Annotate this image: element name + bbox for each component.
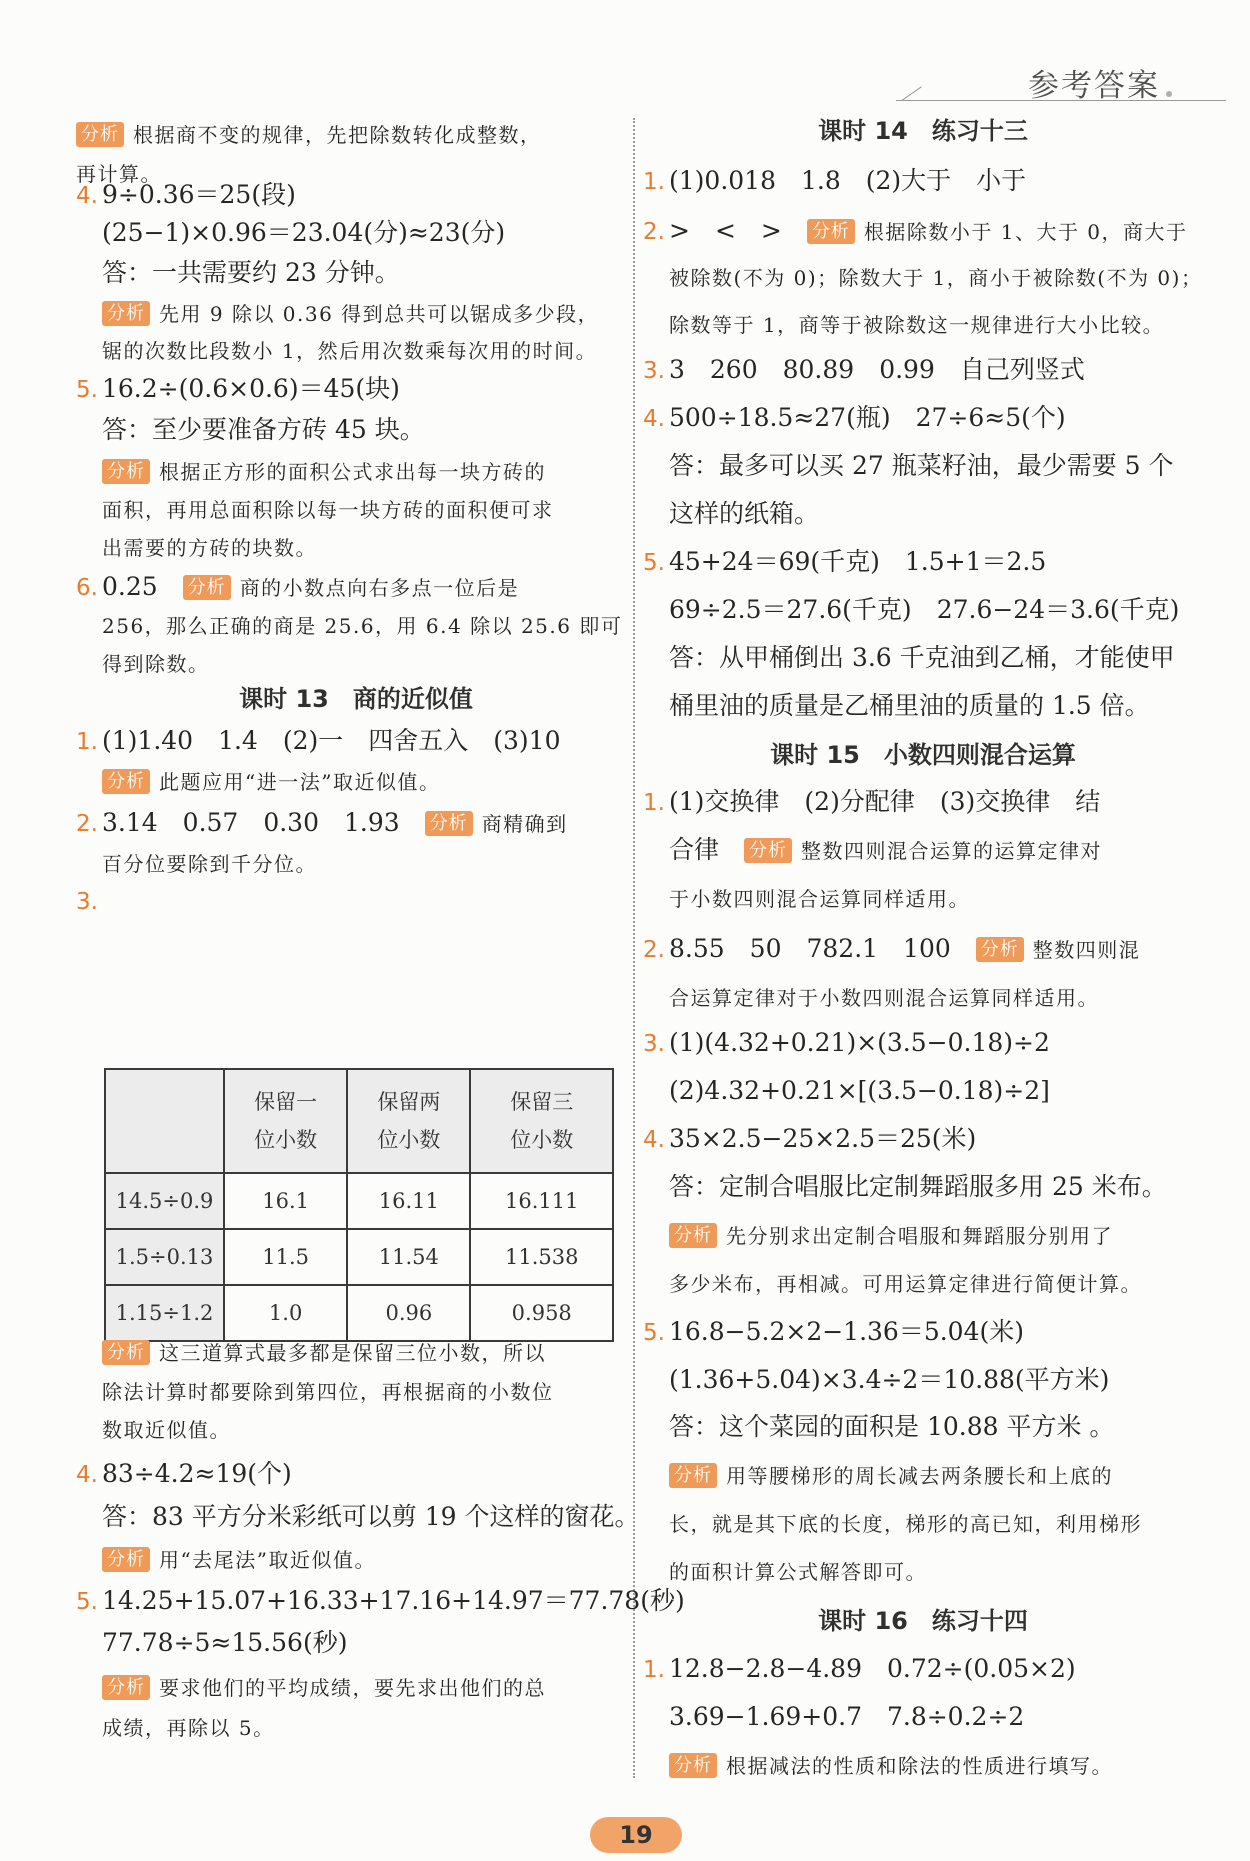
answer-line: 1. 12.8−2.8−4.89 0.72÷(0.05×2) [643,1652,1076,1687]
answer-line: 6. 0.25 分析 商的小数点向右多点一位后是 [76,570,519,605]
answer-line: 答：至少要准备方砖 45 块。 [102,415,425,444]
answer-line: 答：最多可以买 27 瓶菜籽油，最少需要 5 个 [669,451,1174,480]
analysis-tag: 分析 [102,1547,150,1572]
analysis-note: 分析 要求他们的平均成绩，要先求出他们的总 [102,1674,546,1702]
answer-line: 这样的纸箱。 [669,499,820,528]
text-line: 合运算定律对于小数四则混合运算同样适用。 [669,986,1099,1010]
answer-line: 答：从甲桶倒出 3.6 千克油到乙桶，才能使甲 [669,643,1175,672]
question-number: 5. [643,550,665,576]
answer-line: 5. 45+24＝69(千克) 1.5+1＝2.5 [643,545,1046,580]
analysis-note: 分析 先用 9 除以 0.36 得到总共可以锯成多少段， [102,300,599,328]
answer-line: (1.36+5.04)×3.4÷2＝10.88(平方米) [669,1365,1110,1394]
text-line: 成绩，再除以 5。 [102,1716,275,1740]
text-line: 数取近似值。 [102,1418,231,1442]
header-rule [896,100,1226,101]
header-rule-slant [901,86,921,101]
question-number: 1. [643,1657,665,1683]
analysis-tag: 分析 [183,575,231,600]
lesson-title: 课时 16 练习十四 [818,1607,1028,1635]
lesson-title: 课时 14 练习十三 [818,117,1028,145]
answer-line: 2. > < > 分析 根据除数小于 1、大于 0，商大于 [643,214,1188,249]
analysis-note: 分析 根据正方形的面积公式求出每一块方砖的 [102,458,546,486]
answer-line: 2. 8.55 50 782.1 100 分析 整数四则混 [643,932,1140,967]
page-number: 19 [590,1817,682,1853]
answer-line: (2)4.32+0.21×[(3.5−0.18)÷2] [669,1076,1050,1105]
question-number: 3. [76,889,98,915]
answer-line: 合律 分析 整数四则混合运算的运算定律对 [669,835,1103,864]
header-title: 参考答案 [1028,68,1160,104]
answer-line: 3. 3 260 80.89 0.99 自己列竖式 [643,353,1085,388]
text-line: 得到除数。 [102,652,210,676]
question-number: 4. [76,183,98,209]
analysis-tag: 分析 [669,1753,717,1778]
text-line: 锯的次数比段数小 1，然后用次数乘每次用的时间。 [102,339,598,363]
table-cell: 11.538 [470,1229,613,1285]
text-line: 被除数(不为 0)；除数大于 1，商小于被除数(不为 0)； [669,266,1203,290]
table-header-cell: 保留两 位小数 [347,1069,470,1173]
analysis-tag: 分析 [102,301,150,326]
text-line: 多少米布，再相减。可用运算定律进行简便计算。 [669,1272,1142,1296]
answer-line: 3. (1)(4.32+0.21)×(3.5−0.18)÷2 [643,1026,1050,1061]
question-number: 5. [643,1320,665,1346]
answer-line: 4. 83÷4.2≈19(个) [76,1457,292,1492]
analysis-note: 分析 用“去尾法”取近似值。 [102,1546,376,1574]
analysis-note: 分析 根据商不变的规律，先把除数转化成整数， [76,121,542,149]
question-number: 4. [643,406,665,432]
answer-line: (25−1)×0.96＝23.04(分)≈23(分) [102,218,506,247]
table-row [105,1285,613,1341]
analysis-tag: 分析 [807,219,855,244]
approximation-table [104,1068,614,1342]
analysis-tag: 分析 [669,1223,717,1248]
table-row-header: 1.5÷0.13 [105,1229,224,1285]
analysis-note: 分析 此题应用“进一法”取近似值。 [102,768,440,796]
table-cell: 11.54 [347,1229,470,1285]
answer-line: 4. 35×2.5−25×2.5＝25(米) [643,1122,976,1157]
analysis-tag: 分析 [102,1340,150,1365]
analysis-note: 分析 用等腰梯形的周长减去两条腰长和上底的 [669,1462,1113,1490]
table-cell: 1.0 [224,1285,347,1341]
text-line: 百分位要除到千分位。 [102,852,317,876]
analysis-note: 分析 这三道算式最多都是保留三位小数，所以 [102,1339,546,1367]
answer-line: 答：这个菜园的面积是 10.88 平方米 。 [669,1412,1115,1441]
question-number: 1. [76,729,98,755]
analysis-tag: 分析 [976,937,1024,962]
table-row-header: 14.5÷0.9 [105,1173,224,1229]
table-header-row [105,1069,613,1173]
table-cell: 0.958 [470,1285,613,1341]
question-number: 2. [76,811,98,837]
answer-line: 4. 500÷18.5≈27(瓶) 27÷6≈5(个) [643,401,1066,436]
analysis-tag: 分析 [669,1463,717,1488]
header-dot [1166,91,1172,97]
answer-line: 5. 16.2÷(0.6×0.6)＝45(块) [76,372,400,407]
text-line: 256，那么正确的商是 25.6，用 6.4 除以 25.6 即可 [102,614,623,638]
answer-line: 5. 16.8−5.2×2−1.36＝5.04(米) [643,1315,1024,1350]
question-number: 1. [643,169,665,195]
question-number: 6. [76,575,98,601]
table-row-header: 1.15÷1.2 [105,1285,224,1341]
answer-line: 3.69−1.69+0.7 7.8÷0.2÷2 [669,1702,1025,1731]
table-row [105,1229,613,1285]
answer-line: 答：一共需要约 23 分钟。 [102,258,400,287]
table-cell: 16.11 [347,1173,470,1229]
table-corner-cell [105,1069,224,1173]
table-row [105,1173,613,1229]
text-line: 面积，再用总面积除以每一块方砖的面积便可求 [102,498,554,522]
lesson-title: 课时 15 小数四则混合运算 [770,741,1076,769]
analysis-tag: 分析 [425,811,473,836]
answer-line: 桶里油的质量是乙桶里油的质量的 1.5 倍。 [669,691,1150,720]
answer-line: 答：定制合唱服比定制舞蹈服多用 25 米布。 [669,1172,1167,1201]
question-number: 3. [643,1031,665,1057]
analysis-note: 分析 根据减法的性质和除法的性质进行填写。 [669,1752,1113,1780]
analysis-note: 分析 先分别求出定制合唱服和舞蹈服分别用了 [669,1222,1113,1250]
text-line: 再计算。 [76,162,162,186]
analysis-tag: 分析 [744,838,792,863]
question-number: 1. [643,790,665,816]
text-line: 长，就是其下底的长度，梯形的高已知，利用梯形 [669,1512,1142,1536]
question-number: 3. [643,358,665,384]
text-line: 除数等于 1，商等于被除数这一规律进行大小比较。 [669,313,1165,337]
question-number: 4. [76,1462,98,1488]
answer-line: 5. 14.25+15.07+16.33+17.16+14.97＝77.78(秒) [76,1584,685,1619]
question-number: 2. [643,937,665,963]
answer-line: 77.78÷5≈15.56(秒) [102,1628,348,1657]
analysis-tag: 分析 [102,769,150,794]
text-line: 除法计算时都要除到第四位，再根据商的小数位 [102,1380,554,1404]
table-cell: 0.96 [347,1285,470,1341]
table-cell: 16.111 [470,1173,613,1229]
analysis-tag: 分析 [102,459,150,484]
question-number: 4. [643,1127,665,1153]
text-line: 出需要的方砖的块数。 [102,536,317,560]
question-number: 5. [76,377,98,403]
lesson-title: 课时 13 商的近似值 [239,685,473,713]
answer-line: 1. (1)交换律 (2)分配律 (3)交换律 结 [643,785,1100,820]
analysis-tag: 分析 [76,122,124,147]
table-header-cell: 保留一 位小数 [224,1069,347,1173]
answer-line: 1. (1)0.018 1.8 (2)大于 小于 [643,164,1026,199]
table-cell: 11.5 [224,1229,347,1285]
analysis-tag: 分析 [102,1675,150,1700]
answer-line: 69÷2.5＝27.6(千克) 27.6−24＝3.6(千克) [669,595,1180,624]
answer-line: 4. 9÷0.36＝25(段) [76,178,296,213]
text-line: 的面积计算公式解答即可。 [669,1560,927,1584]
table-cell: 16.1 [224,1173,347,1229]
question-number: 5. [76,1589,98,1615]
text-line: 于小数四则混合运算同样适用。 [669,887,970,911]
answer-line: 1. (1)1.40 1.4 (2)一 四舍五入 (3)10 [76,724,560,759]
answer-line [76,884,102,919]
page-header [896,58,1226,103]
answer-line: 2. 3.14 0.57 0.30 1.93 分析 商精确到 [76,806,568,841]
question-number: 2. [643,219,665,245]
answer-line: 答：83 平方分米彩纸可以剪 19 个这样的窗花。 [102,1502,640,1531]
table-header-cell: 保留三 位小数 [470,1069,613,1173]
